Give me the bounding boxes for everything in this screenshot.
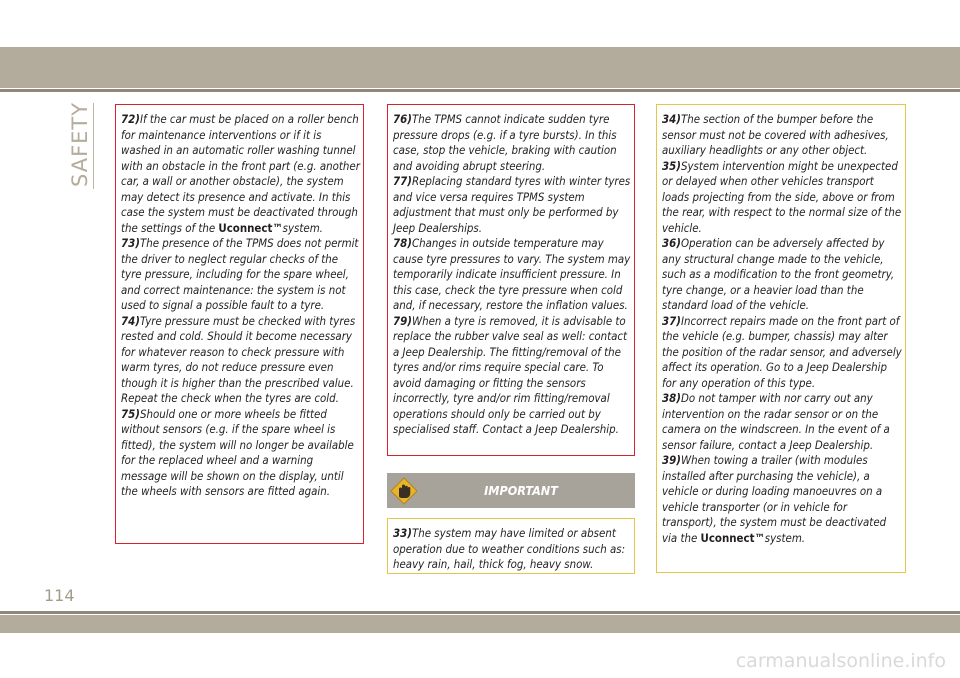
footer-band bbox=[0, 615, 960, 633]
important-column-3 bbox=[656, 104, 906, 573]
note-number: 78) bbox=[393, 236, 412, 250]
note-number: 73) bbox=[121, 236, 140, 250]
note-number: 35) bbox=[662, 158, 681, 173]
note-text: Changes in outside temperature may cause tyre pressures to vary. The system may temporarily indicate insufficient pressure. In this case, check the tyre pressure when cold and, if necessary, restore the inflation values. bbox=[393, 236, 631, 312]
note-35 bbox=[662, 159, 902, 237]
header-rule bbox=[0, 89, 960, 92]
note-76 bbox=[393, 112, 631, 174]
note-79 bbox=[393, 314, 631, 438]
note-number: 74) bbox=[121, 313, 140, 328]
note-number: 75) bbox=[121, 406, 140, 421]
important-label: IMPORTANT bbox=[484, 483, 558, 498]
note-text: When towing a trailer (with modules installed after purchasing the vehicle), a vehicle or during loading manoeuvres on a vehicle transporter (or in vehicle for transport), the system must be deactivated via the bbox=[662, 453, 887, 545]
note-number: 36) bbox=[662, 236, 681, 250]
brand-name: Uconnect™ bbox=[218, 220, 283, 235]
note-number: 76) bbox=[393, 112, 412, 126]
note-text: Do not tamper with nor carry out any intervention on the radar sensor or on the camera on the windscreen. In the event of a sensor failure, contact a Jeep Dealership. bbox=[662, 391, 890, 452]
note-number: 38) bbox=[662, 391, 681, 405]
note-number: 79) bbox=[393, 313, 412, 328]
note-text-end: system. bbox=[764, 530, 806, 545]
note-number: 72) bbox=[121, 112, 140, 126]
note-36 bbox=[662, 236, 902, 314]
note-74 bbox=[121, 314, 360, 407]
note-37 bbox=[662, 314, 902, 392]
note-text-end: system. bbox=[282, 220, 323, 235]
note-text: Incorrect repairs made on the front part of the vehicle (e.g. bumper, chassis) may alter the position of the radar sensor, and adversely affect its operation. Go to a Jeep Dealership for any operation of this type. bbox=[662, 313, 902, 390]
note-text: Replacing standard tyres with winter tyres and vice versa requires TPMS system adjustment that must only be performed by Jeep Dealerships. bbox=[393, 174, 631, 235]
note-number: 39) bbox=[662, 453, 681, 467]
note-text: Operation can be adversely affected by any structural change made to the vehicle, such as a modification to the front geometry, tyre change, or a heavier load than the standard load of the vehicle. bbox=[662, 236, 895, 312]
note-34 bbox=[662, 112, 902, 159]
note-number: 37) bbox=[662, 313, 681, 328]
note-text: The system may have limited or absent operation due to weather conditions such as: heavy rain, hail, thick fog, heavy snow. bbox=[393, 526, 626, 571]
note-text: The presence of the TPMS does not permit the driver to neglect regular checks of the tyre pressure, including for the spare wheel, and correct maintenance: the system is not used to signal a possible fault to a tyre. bbox=[121, 236, 359, 312]
note-75 bbox=[121, 407, 360, 500]
important-column-2 bbox=[387, 518, 635, 574]
note-72 bbox=[121, 112, 360, 236]
warning-column-2 bbox=[387, 104, 635, 456]
note-text: When a tyre is removed, it is advisable to replace the rubber valve seal as well: contact a Jeep Dealership. The fitting/removal of the tyres and/or rims require special care. To avoid damaging or fitting the sensors incorrectly, tyre and/or rim fitting/removal operations should only be carried out by specialised staff. Contact a Jeep Dealership. bbox=[393, 313, 628, 436]
note-number: 33) bbox=[393, 526, 412, 540]
note-text: System intervention might be unexpected or delayed when other vehicles transport loads projecting from the side, above or from the rear, with respect to the normal size of the vehicle. bbox=[662, 158, 902, 235]
watermark: carmanualsonline.info bbox=[735, 650, 946, 672]
section-label-rule bbox=[93, 103, 94, 189]
note-39 bbox=[662, 453, 902, 546]
section-label: SAFETY bbox=[68, 101, 92, 187]
header-band bbox=[0, 47, 960, 88]
brand-name: Uconnect™ bbox=[700, 530, 765, 545]
page-number: 114 bbox=[44, 586, 75, 605]
note-text: Should one or more wheels be fitted without sensors (e.g. if the spare wheel is fitted), the system will no longer be available for the replaced wheel and a warning message will be shown on the display, until the wheels with sensors are fitted again. bbox=[121, 406, 354, 498]
important-header bbox=[387, 473, 635, 508]
footer-rule bbox=[0, 611, 960, 614]
note-text: If the car must be placed on a roller bench for maintenance interventions or if it is washed in an automatic roller washing tunnel with an obstacle in the front part (e.g. another car, a wall or another obstacle), the system may detect its presence and activate. In this case the system must be deactivated through the settings of the bbox=[121, 112, 360, 235]
note-text: Tyre pressure must be checked with tyres rested and cold. Should it become necessary for whatever reason to check pressure with warm tyres, do not reduce pressure even though it is higher than the prescribed value. Repeat the check when the tyres are cold. bbox=[121, 313, 356, 405]
note-text: The section of the bumper before the sensor must not be covered with adhesives, auxiliary headlights or any other object. bbox=[662, 112, 889, 157]
note-number: 77) bbox=[393, 174, 412, 188]
note-33 bbox=[393, 526, 631, 573]
note-number: 34) bbox=[662, 112, 681, 126]
note-78 bbox=[393, 236, 631, 314]
note-73 bbox=[121, 236, 360, 314]
note-77 bbox=[393, 174, 631, 236]
warning-column-1 bbox=[115, 104, 364, 544]
note-38 bbox=[662, 391, 902, 453]
note-text: The TPMS cannot indicate sudden tyre pressure drops (e.g. if a tyre bursts). In this case, stop the vehicle, braking with caution and avoiding abrupt steering. bbox=[393, 112, 617, 173]
